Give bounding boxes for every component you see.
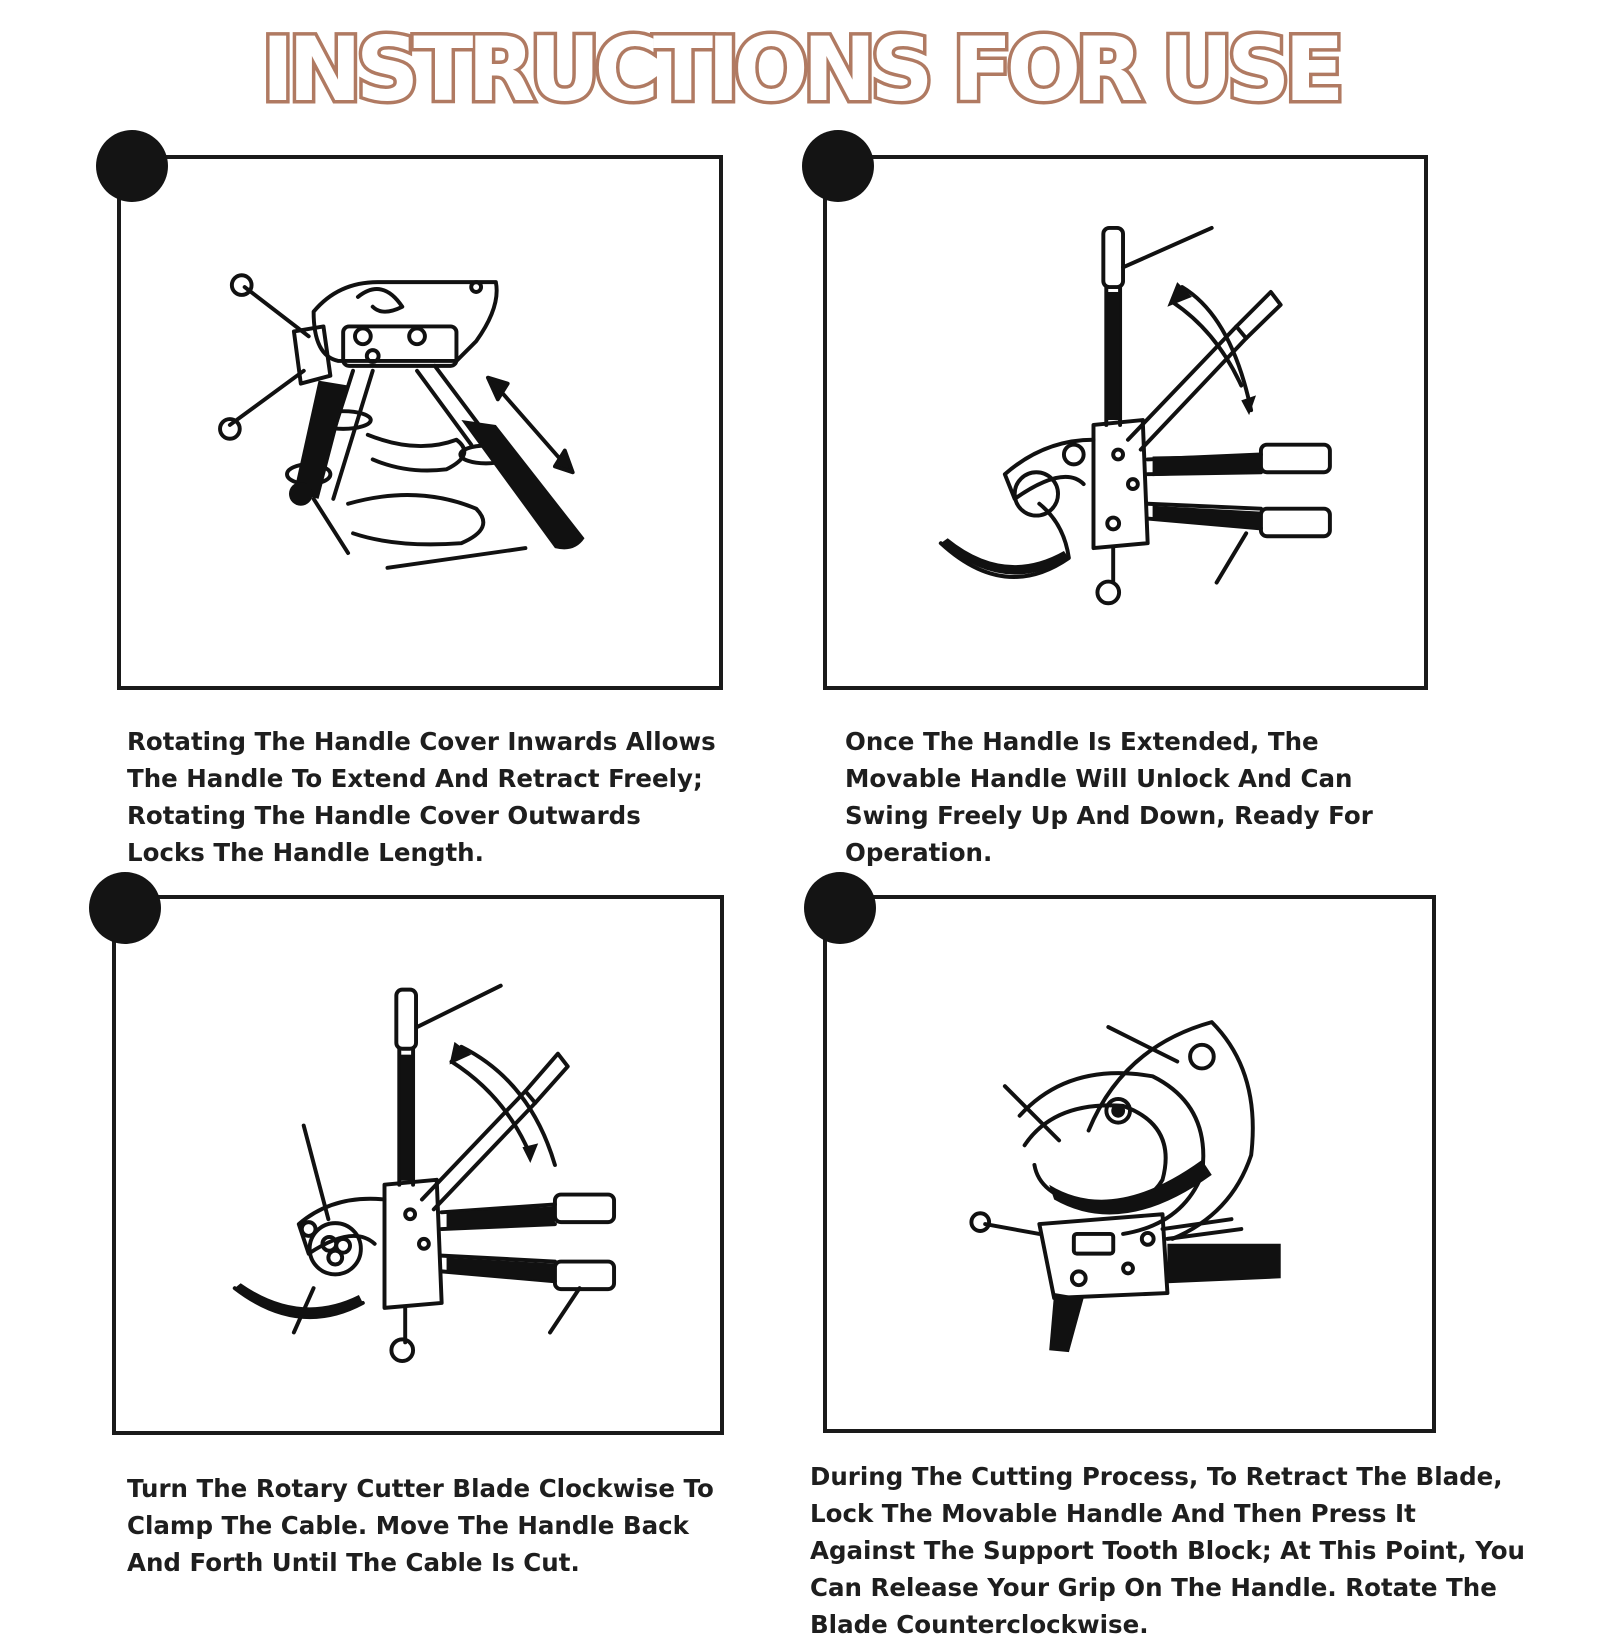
step-3-marker <box>89 872 161 944</box>
step-1-panel <box>117 155 723 690</box>
movable-handle-illustration <box>827 159 1424 686</box>
step-4-panel <box>823 895 1436 1433</box>
page-title: INSTRUCTIONS FOR USE <box>261 18 1339 121</box>
retract-blade-illustration <box>827 899 1432 1429</box>
step-3-panel <box>112 895 724 1435</box>
step-1-caption: Rotating The Handle Cover Inwards Allows The Handle To Extend And Retract Freely; Rotating The Handle Cover Outwards Locks The Handle Length. <box>127 727 716 867</box>
clamp-cable-illustration <box>116 899 720 1431</box>
step-2-caption: Once The Handle Is Extended, The Movable Handle Will Unlock And Can Swing Freely Up And Down, Ready For Operation. <box>845 727 1373 867</box>
step-4-marker <box>804 872 876 944</box>
step-1-marker <box>96 130 168 202</box>
step-2-panel <box>823 155 1428 690</box>
step-2-marker <box>802 130 874 202</box>
step-3-caption: Turn The Rotary Cutter Blade Clockwise To Clamp The Cable. Move The Handle Back And Forth Until The Cable Is Cut. <box>127 1474 714 1577</box>
handle-extend-illustration <box>121 159 719 686</box>
step-4-caption: During The Cutting Process, To Retract The Blade, Lock The Movable Handle And Then Press It Against The Support Tooth Block; At This Point, You Can Release Your Grip On The Handle. Rotate The Blade Counterclockwise. <box>810 1462 1525 1639</box>
